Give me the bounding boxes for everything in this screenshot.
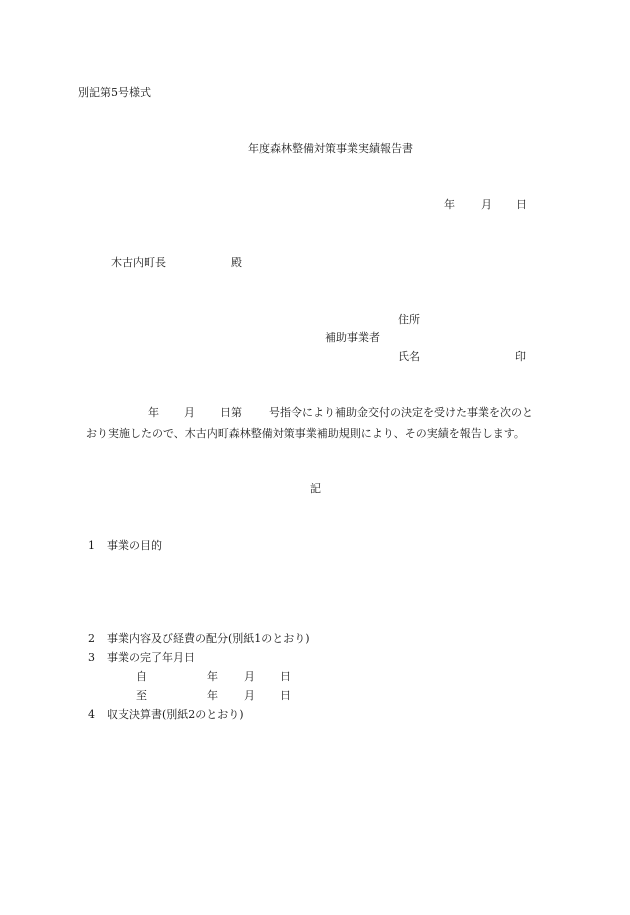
item-text: 事業の完了年月日 [107, 651, 195, 664]
period-to-label: 至 [136, 689, 147, 702]
document-title: 年度森林整備対策事業実績報告書 [248, 142, 413, 155]
item-number: 1 [88, 539, 95, 552]
period-from-month: 月 [244, 670, 255, 683]
item-text: 事業の目的 [107, 539, 162, 552]
body-line1-month: 月 [184, 406, 195, 419]
date-day-label: 日 [516, 198, 527, 211]
body-line2-text: おり実施したので、木古内町森林整備対策事業補助規則により、その実績を報告します。 [86, 427, 525, 440]
addressee-name: 木古内町長 [111, 256, 166, 269]
item-number: 4 [88, 708, 95, 721]
period-to-year: 年 [207, 689, 218, 702]
name-label: 氏名 [398, 350, 420, 363]
date-month-label: 月 [481, 198, 492, 211]
body-line1-day-no: 日第 [220, 406, 242, 419]
item-text: 事業内容及び経費の配分(別紙1のとおり) [107, 632, 310, 645]
item-text: 収支決算書(別紙2のとおり) [107, 708, 244, 721]
body-line1-text: 号指令により補助金交付の決定を受けた事業を次のと [269, 406, 533, 419]
address-label: 住所 [398, 313, 420, 326]
period-to-month: 月 [244, 689, 255, 702]
period-to-day: 日 [280, 689, 291, 702]
body-line1-year: 年 [148, 406, 159, 419]
item-number: 3 [88, 651, 95, 664]
period-from-day: 日 [280, 670, 291, 683]
addressee-honorific: 殿 [231, 256, 242, 269]
form-number: 別記第5号様式 [78, 86, 151, 99]
ki-heading: 記 [310, 482, 321, 495]
period-from-year: 年 [207, 670, 218, 683]
date-year-label: 年 [444, 198, 455, 211]
period-from-label: 自 [136, 670, 147, 683]
seal-label: 印 [515, 350, 526, 363]
applicant-role-label: 補助事業者 [325, 331, 380, 344]
item-number: 2 [88, 632, 95, 645]
